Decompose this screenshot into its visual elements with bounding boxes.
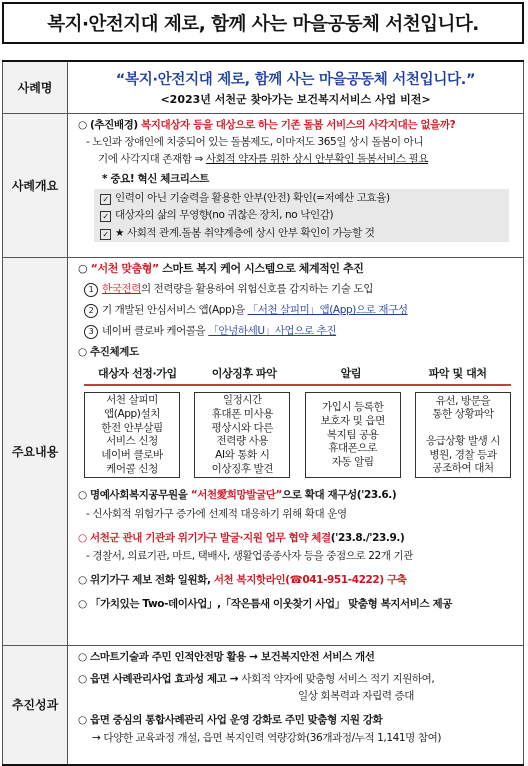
background-line: ○ (추진배경) 복지대상자 등을 대상으로 하는 기존 돌봄 서비스의 사각지대는 없을까? xyxy=(78,118,456,131)
flow-box-detection: 일정시간 휴대폰 미사용 평상시와 다른 전력량 사용 AI와 통화 시 이상징후 발견 xyxy=(194,392,290,478)
volunteer-line: ○ 명예사회복지공무원을 “서천愛희망발굴단”으로 확대 재구성('23.6.) xyxy=(78,489,397,502)
flow-boxes xyxy=(84,392,511,478)
agreement-line: ○ 서천군 관내 기관과 위기가구 발굴·지원 업무 협약 체결('23.8./'23.9.) xyxy=(78,531,405,544)
label-case-name: 사례명 xyxy=(3,61,68,113)
result-3-detail: → 다양한 교육과정 개설, 읍면 복지인력 역량강화(36개과정/누적 1,141명 참여) xyxy=(92,732,442,745)
result-1: ○ 스마트기술과 주민 인적안전망 활용 → 보건복지안전 서비스 개선 xyxy=(78,650,375,663)
checklist-item: ✓ 대상자의 삶의 무영향(no 귀찮은 장치, no 낙인감) xyxy=(100,208,503,222)
flow-box-alert: 가입시 등록한 보호자 및 읍면 복지팀 공용 휴대폰으로 자동 알림 xyxy=(305,392,401,478)
value-service-line: ○ 「가치있는 Two-데이사업」,「작은틈새 이웃찾기 사업」 맞춤형 복지서비스 제공 xyxy=(78,598,453,611)
result-3: ○ 읍면 중심의 통합사례관리 사업 운영 강화로 주민 맞춤형 지원 강화 xyxy=(78,714,383,727)
checklist-title: * 중요! 혁신 체크리스트 xyxy=(102,173,209,186)
document-title: 복지·안전지대 제로, 함께 사는 마을공동체 서천입니다. xyxy=(2,2,524,44)
checklist-item: ✓ ★ 사회적 관계.돌봄 취약계층에 상시 안부 확인이 가능할 것 xyxy=(100,226,503,240)
case-table xyxy=(2,60,524,766)
system-item-1: 1 한국전력의 전력량을 활용하여 위험신호를 감지하는 기술 도입 xyxy=(84,282,517,297)
vision-headline: “복지·안전지대 제로, 함께 사는 마을공동체 서천입니다.” xyxy=(115,72,476,88)
system-item-2: 2 기 개발된 안심서비스 앱(App)을 「서천 살피미」앱(App)으로 재구성 xyxy=(84,303,517,318)
checklist-box xyxy=(94,189,509,242)
vision-subline: <2023년 서천군 찾아가는 보건복지서비스 사업 비전> xyxy=(160,93,431,106)
hotline-line: ○ 위기가구 제보 전화 일원화, 서천 복지핫라인(☎041-951-4222) 구축 xyxy=(78,574,407,587)
label-main-content: 주요내용 xyxy=(3,257,68,645)
checkbox-checked-icon: ✓ xyxy=(100,211,111,222)
flow-head-step: 이상징후 파악 xyxy=(191,364,298,387)
agreement-detail: - 경찰서, 의료기관, 마트, 택배사, 생활업종종사자 등을 중점으로 22개 기관 xyxy=(86,549,413,562)
flow-box-registration: 서천 살피미 앱(App)설치 한전 안부살핌 서비스 신청 네이버 클로바 케어콜 신청 xyxy=(84,392,180,478)
result-2-cont: 일상 회복력과 자립력 증대 xyxy=(298,689,414,702)
flow-head-step: 대상자 선정·가입 xyxy=(84,364,191,387)
label-overview: 사례개요 xyxy=(3,113,68,257)
checkbox-checked-icon: ✓ xyxy=(100,194,111,205)
checklist-item: ✓ 인력이 아닌 기술력을 활용한 안부(안전) 확인(=저예산 고효율) xyxy=(100,191,503,205)
background-detail-1: - 노인과 장애인에 치중되어 있는 돌봄제도, 이마저도 365일 상시 돌봄이 아니 xyxy=(86,135,424,148)
flow-headers xyxy=(84,364,511,387)
volunteer-detail: - 신사회적 위험가구 증가에 선제적 대응하기 위해 확대 운영 xyxy=(86,507,347,520)
flow-title: ○ 추진체계도 xyxy=(78,346,139,359)
system-item-3: 3 네이버 클로바 케어콜을 「안녕하세U」사업으로 추진 xyxy=(84,324,517,339)
flow-head-step: 파악 및 대처 xyxy=(404,364,511,387)
background-detail-2: 기에 사각지대 존재함 ⇒ 사회적 약자를 위한 상시 안부확인 돌봄서비스 필요 xyxy=(98,152,429,165)
flow-head-step: 알림 xyxy=(298,364,405,387)
label-results: 추진성과 xyxy=(3,645,68,765)
flow-box-response: 유선, 방문을 통한 상황파악 응급상황 발생 시 병원, 경찰 등과 공조하여 대처 xyxy=(415,392,511,478)
checkbox-checked-icon: ✓ xyxy=(100,229,111,240)
smart-care-system-line: ○ “서천 맞춤형” 스마트 복지 케어 시스템으로 체계적인 추진 xyxy=(78,261,364,275)
result-2: ○ 읍면 사례관리사업 효과성 제고 → 사회적 약자에 맞춤형 서비스 적기 지원하여, xyxy=(78,672,435,685)
